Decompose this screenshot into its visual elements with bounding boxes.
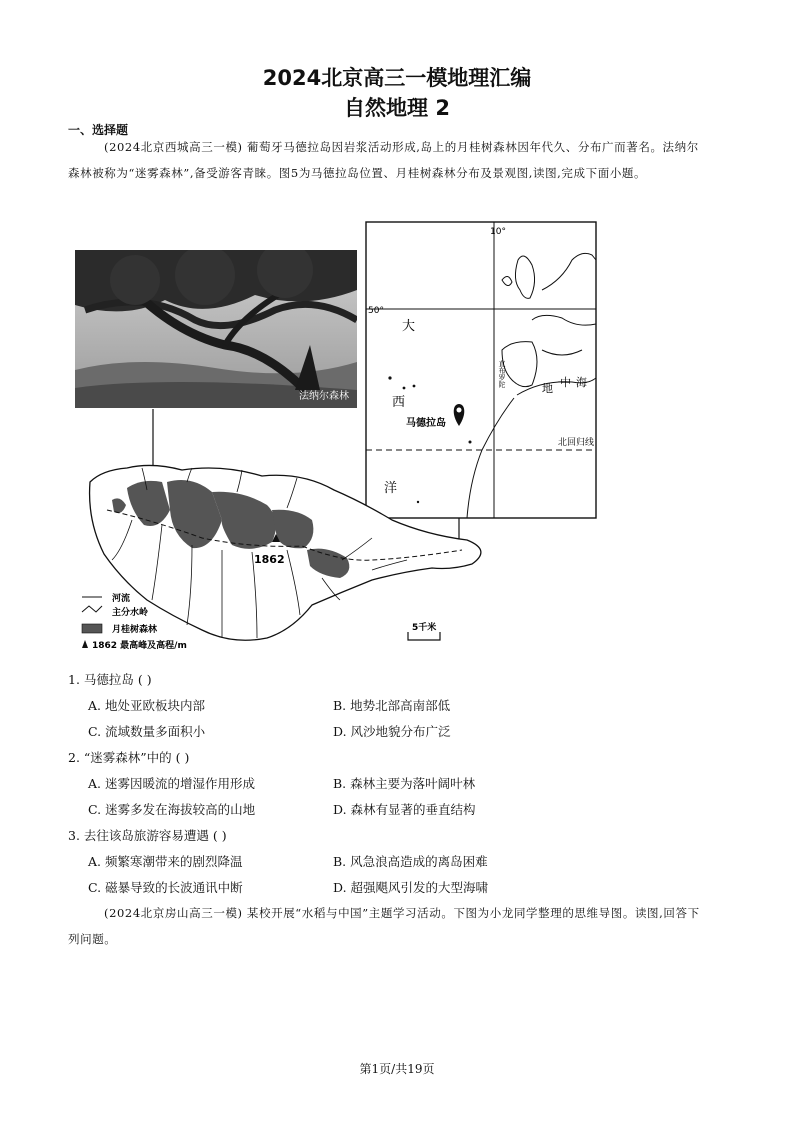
question-2-option-a[interactable]: A. 迷雾因暖流的增湿作用形成 xyxy=(88,776,255,791)
section-title: 一、选择题 xyxy=(68,123,129,137)
figure-madeira xyxy=(72,220,602,660)
ocean-label-1: 大 xyxy=(402,319,416,334)
question-2-option-c[interactable]: C. 迷雾多发在海拔较高的山地 xyxy=(88,802,256,817)
page-footer: 第1页/共19页 xyxy=(359,1062,435,1076)
ocean-label-3: 洋 xyxy=(384,481,398,496)
question-1-option-c[interactable]: C. 流域数量多面积小 xyxy=(88,724,206,739)
question-1-stem: 1. 马德拉岛 ( ) xyxy=(68,672,152,687)
question-3-option-b[interactable]: B. 风急浪高造成的离岛困难 xyxy=(333,854,488,869)
question-2-stem: 2. “迷雾森林”中的 ( ) xyxy=(68,750,190,765)
strait-label: 直布罗陀 xyxy=(498,360,506,388)
sea-label-2: 中 xyxy=(560,376,571,389)
lat-label: 50° xyxy=(368,306,384,316)
question-1-option-b[interactable]: B. 地势北部高南部低 xyxy=(333,698,451,713)
sea-label-1: 地 xyxy=(542,382,553,395)
legend-ridge: 主分水岭 xyxy=(112,608,149,618)
question-3-stem: 3. 去往该岛旅游容易遭遇 ( ) xyxy=(68,828,227,843)
doc-title-line2: 自然地理 2 xyxy=(344,96,450,120)
question-1-option-a[interactable]: A. 地处亚欧板块内部 xyxy=(88,698,205,713)
passage-1: (2024北京西城高三一模) 葡萄牙马德拉岛因岩浆活动形成,岛上的月桂树森林因年代久、分布广而著名。法纳尔森林被称为“迷雾森林”,备受游客青睐。图5为马德拉岛位置、月桂树森林分布及景观图,读图,完成下面小题。 xyxy=(68,140,699,180)
scale-label: 5千米 xyxy=(412,623,437,633)
question-3-option-d[interactable]: D. 超强飓风引发的大型海啸 xyxy=(333,880,489,895)
question-2-option-d[interactable]: D. 森林有显著的垂直结构 xyxy=(333,802,476,817)
question-3-option-a[interactable]: A. 频繁寒潮带来的剧烈降温 xyxy=(88,854,243,869)
question-2-option-b[interactable]: B. 森林主要为落叶阔叶林 xyxy=(333,776,476,791)
passage-2: (2024北京房山高三一模) 某校开展“水稻与中国”主题学习活动。下图为小龙同学整理的思维导图。读图,回答下列问题。 xyxy=(68,906,700,946)
question-3-option-c[interactable]: C. 磁暴导致的长波通讯中断 xyxy=(88,880,243,895)
lon-label: 10° xyxy=(490,227,506,237)
doc-title-line1: 2024北京高三一模地理汇编 xyxy=(262,66,532,90)
island-label: 马德拉岛 xyxy=(406,418,446,429)
sea-label-3: 海 xyxy=(576,376,587,389)
ocean-label-2: 西 xyxy=(392,395,406,410)
tropic-label: 北回归线 xyxy=(558,438,595,448)
peak-label: 1862 xyxy=(254,553,285,566)
legend-forest: 月桂树森林 xyxy=(112,625,158,635)
legend-peak: 1862 最高峰及高程/m xyxy=(92,641,187,651)
photo-label: 法纳尔森林 xyxy=(299,391,349,402)
legend-river: 河流 xyxy=(112,594,131,604)
question-1-option-d[interactable]: D. 风沙地貌分布广泛 xyxy=(333,724,451,739)
